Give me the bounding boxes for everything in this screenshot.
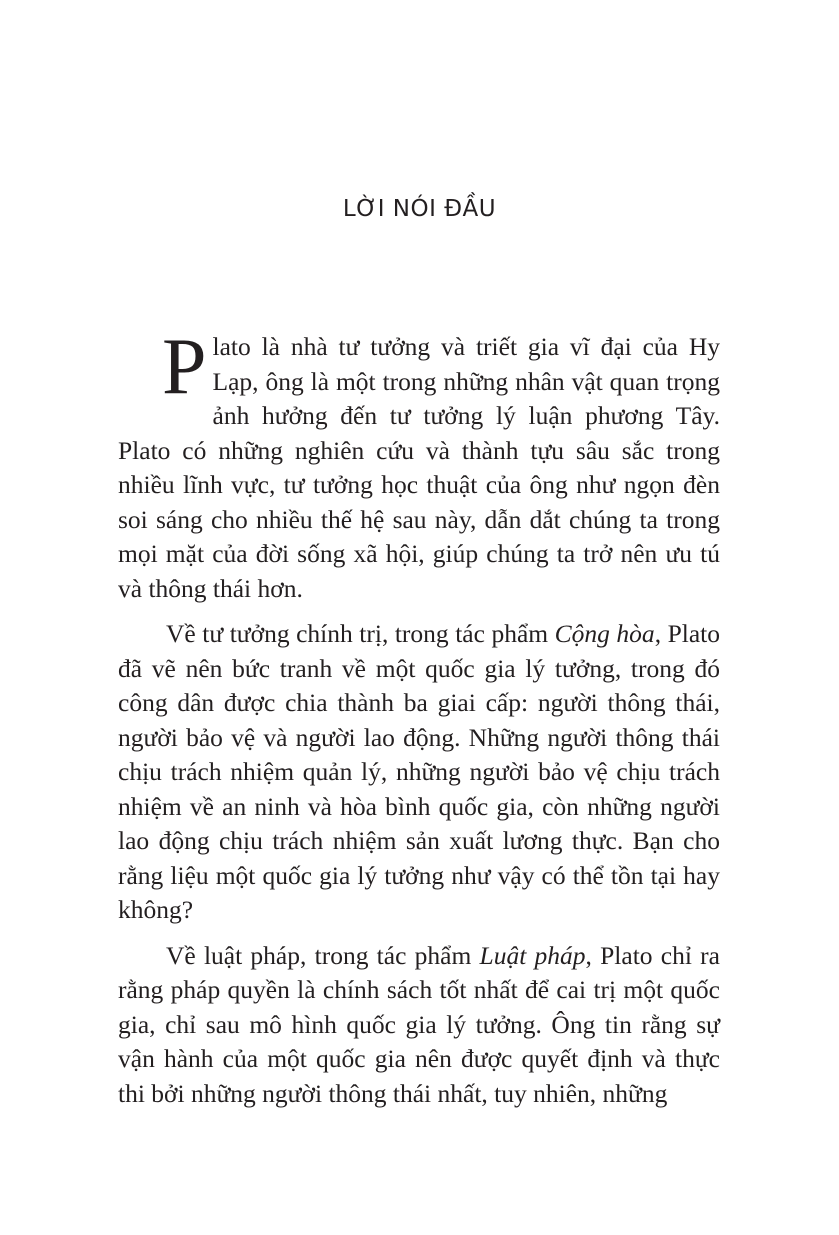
paragraph-2 bbox=[118, 617, 720, 928]
paragraph-1-text: lato là nhà tư tưởng và triết gia vĩ đại của Hy Lạp, ông là một trong những nhân vật quan trọng ảnh hưởng đến tư tưởng lý luận phương Tây. Plato có những nghiên cứu và thành tựu sâu sắc trong nhiều lĩnh vực, tư tưởng học thuật của ông như ngọn đèn soi sáng cho nhiều thế hệ sau này, dẫn dắt chúng ta trong mọi mặt của đời sống xã hội, giúp chúng ta trở nên ưu tú và thông thái hơn. bbox=[118, 332, 720, 603]
paragraph-3-after: , Plato chỉ ra rằng pháp quyền là chính sách tốt nhất để cai trị một quốc gia, chỉ sau mô hình quốc gia lý tưởng. Ông tin rằng sự vận hành của một quốc gia nên được quyết định và thực thi bởi những người thông thái nhất, tuy nhiên, những bbox=[118, 940, 720, 1108]
paragraph-2-before: Về tư tưởng chính trị, trong tác phẩm bbox=[166, 619, 555, 648]
paragraph-3 bbox=[118, 939, 720, 1112]
body-text bbox=[118, 323, 721, 1122]
paragraph-2-after: , Plato đã vẽ nên bức tranh về một quốc gia lý tưởng, trong đó công dân được chia thành ba giai cấp: người thông thái, người bảo vệ và người lao động. Những người thông thái chịu trách nhiệm quản lý, những người bảo vệ chịu trách nhiệm về an ninh và hòa bình quốc gia, còn những người lao động chịu trách nhiệm sản xuất lương thực. Bạn cho rằng liệu một quốc gia lý tưởng như vậy có thể tồn tại hay không? bbox=[118, 619, 721, 924]
chapter-title: LỜI NÓI ĐẦU bbox=[342, 196, 497, 222]
book-title-luat-phap: Luật pháp bbox=[479, 940, 586, 970]
paragraph-3-before: Về luật pháp, trong tác phẩm bbox=[166, 940, 480, 970]
drop-cap: P bbox=[162, 323, 207, 411]
book-title-cong-hoa: Cộng hòa bbox=[554, 619, 655, 648]
paragraph-1 bbox=[118, 323, 720, 606]
